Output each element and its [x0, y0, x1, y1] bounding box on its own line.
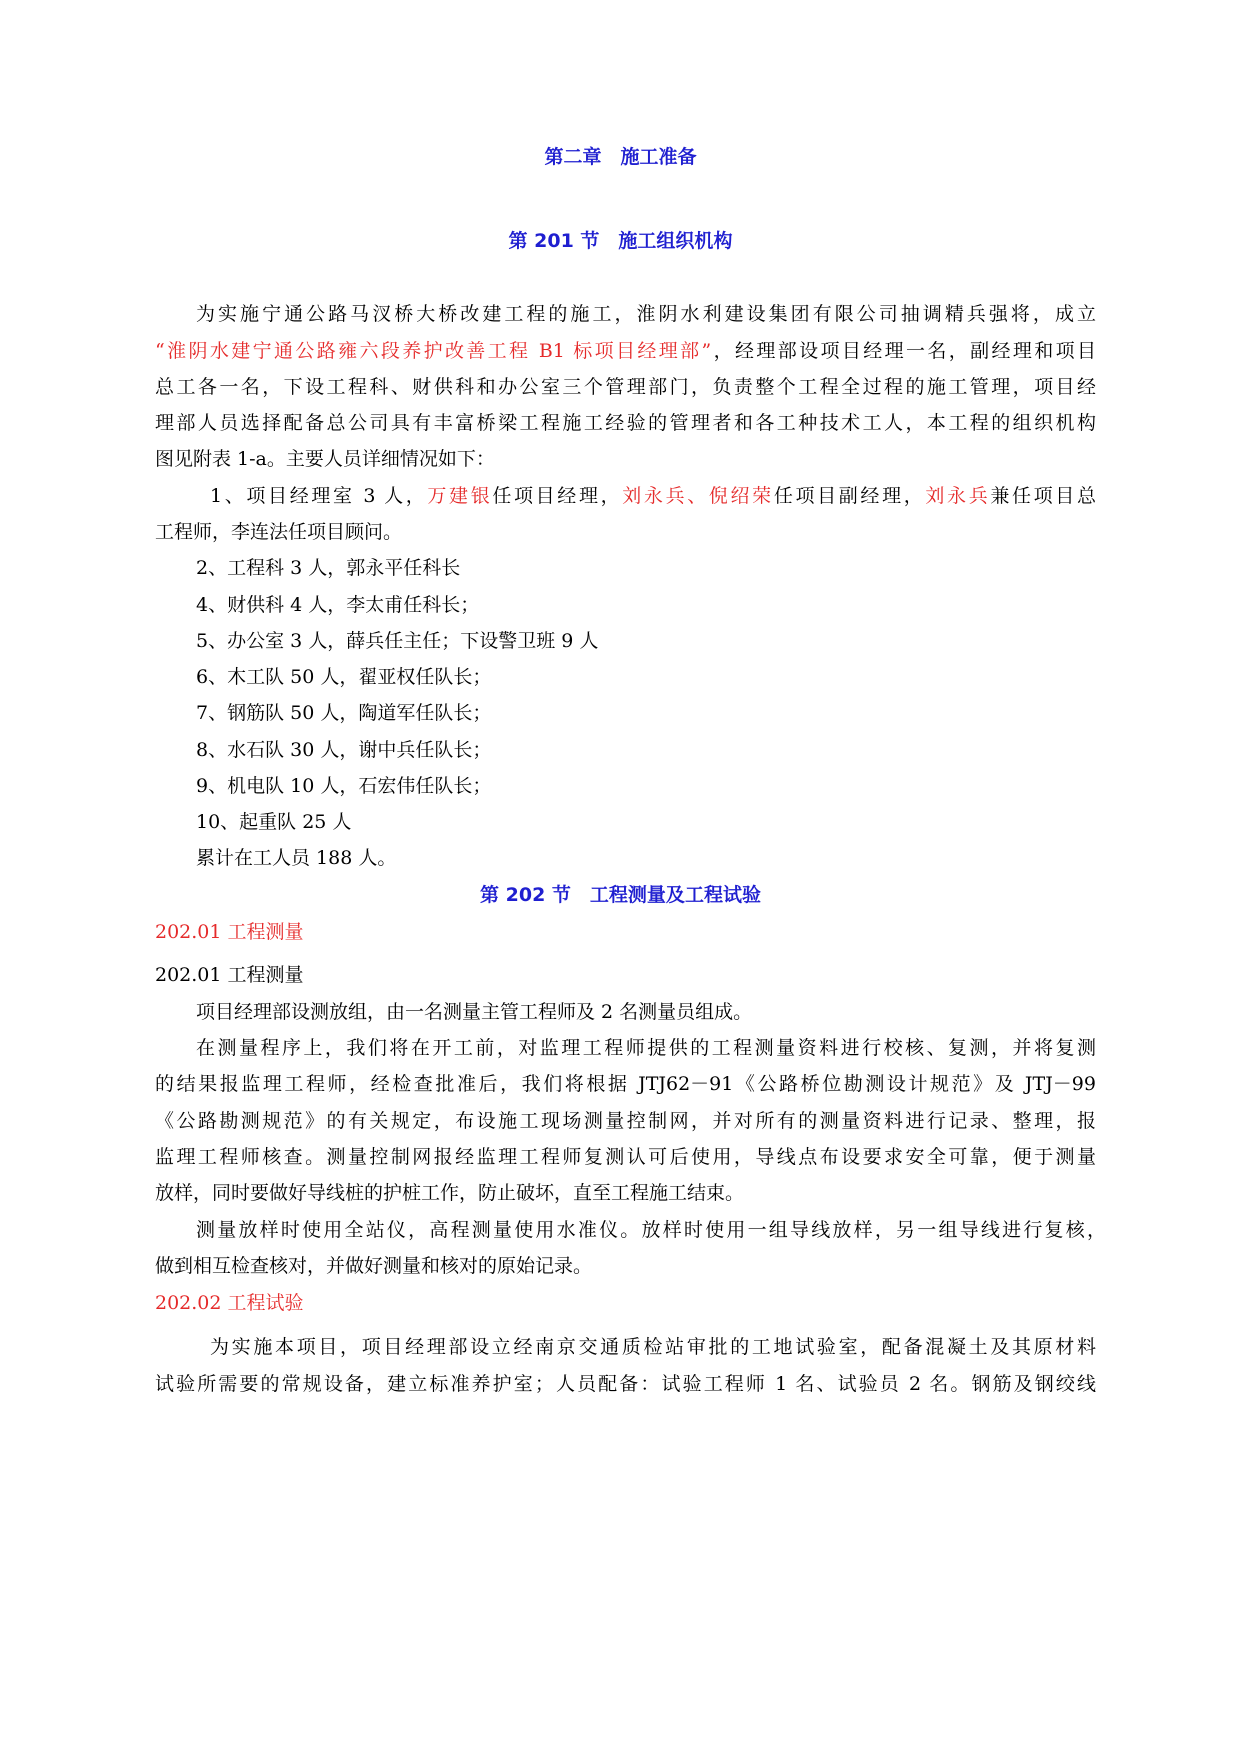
survey-para2-line1: 在测量程序上，我们将在开工前，对监理工程师提供的工程测量资料进行校核、复测，并将复测 [196, 1037, 1096, 1059]
subsection-202-02-red: 202.02 工程试验 [155, 1292, 304, 1314]
deputy-manager-names: 刘永兵、倪绍荣 [622, 485, 774, 507]
total-staff: 累计在工人员 188 人。 [196, 847, 397, 869]
project-dept-name: “淮阴水建宁通公路雍六段养护改善工程 B1 标项目经理部” [155, 340, 712, 362]
survey-para2-line3: 《公路勘测规范》的有关规定，布设施工现场测量控制网，并对所有的测量资料进行记录、整理，报 [155, 1110, 1096, 1132]
item1-b: 任项目经理， [492, 485, 623, 507]
list-item: 7、钢筋队 50 人，陶道军任队长； [196, 702, 492, 724]
survey-para2-line2: 的结果报监理工程师，经检查批准后，我们将根据 JTJ62－91《公路桥位勘测设计规范》及 JTJ－99 [155, 1073, 1096, 1095]
chapter-title: 第二章 施工准备 [544, 146, 697, 168]
test-para-line2: 试验所需要的常规设备，建立标准养护室；人员配备：试验工程师 1 名、试验员 2 名。钢筋及钢绞线 [155, 1373, 1096, 1395]
item1-d: 兼任项目总 [990, 485, 1096, 507]
list-item: 8、水石队 30 人，谢中兵任队长； [196, 739, 492, 761]
test-para-line1: 为实施本项目，项目经理部设立经南京交通质检站审批的工地试验室，配备混凝土及其原材料 [210, 1336, 1096, 1358]
item1-a: 1、项目经理室 3 人， [210, 485, 428, 507]
list-item: 6、木工队 50 人，翟亚权任队长； [196, 666, 492, 688]
para1-line5: 图见附表 1-a。主要人员详细情况如下： [155, 448, 495, 470]
survey-para3-line2: 做到相互检查核对，并做好测量和核对的原始记录。 [155, 1255, 593, 1277]
para1-line1: 为实施宁通公路马汊桥大桥改建工程的施工，淮阴水利建设集团有限公司抽调精兵强将，成立 [196, 303, 1096, 325]
list-item: 5、办公室 3 人，薛兵任主任；下设警卫班 9 人 [196, 630, 599, 652]
list-item: 10、起重队 25 人 [196, 811, 352, 833]
para1-line2 [155, 338, 1096, 364]
survey-para1: 项目经理部设测放组，由一名测量主管工程师及 2 名测量员组成。 [196, 1001, 753, 1023]
list-item: 4、财供科 4 人，李太甫任科长； [196, 594, 480, 616]
para1-line2-rest: ，经理部设项目经理一名，副经理和项目 [711, 340, 1096, 362]
survey-para2-line5: 放样，同时要做好导线桩的护桩工作，防止破坏，直至工程施工结束。 [155, 1182, 745, 1204]
list-item: 9、机电队 10 人，石宏伟任队长； [196, 775, 492, 797]
item1-line1 [210, 483, 1096, 509]
item1-c: 任项目副经理， [773, 485, 926, 507]
item1-line2: 工程师，李连法任项目顾问。 [155, 521, 403, 543]
section-202-title: 第 202 节 工程测量及工程试验 [480, 884, 761, 906]
manager-name: 万建银 [427, 485, 493, 507]
section-201-title: 第 201 节 施工组织机构 [508, 230, 733, 252]
para1-line4: 理部人员选择配备总公司具有丰富桥梁工程施工经验的管理者和各工种技术工人，本工程的组织机构 [155, 412, 1096, 434]
subsection-202-01: 202.01 工程测量 [155, 964, 304, 986]
list-item: 2、工程科 3 人，郭永平任科长 [196, 557, 461, 579]
subsection-202-01-red: 202.01 工程测量 [155, 921, 304, 943]
survey-para3-line1: 测量放样时使用全站仪，高程测量使用水准仪。放样时使用一组导线放样，另一组导线进行复核， [196, 1219, 1106, 1241]
para1-line3: 总工各一名，下设工程科、财供科和办公室三个管理部门，负责整个工程全过程的施工管理，项目经 [155, 376, 1096, 398]
chief-engineer-name: 刘永兵 [925, 485, 991, 507]
survey-para2-line4: 监理工程师核查。测量控制网报经监理工程师复测认可后使用，导线点布设要求安全可靠，便于测量 [155, 1146, 1096, 1168]
